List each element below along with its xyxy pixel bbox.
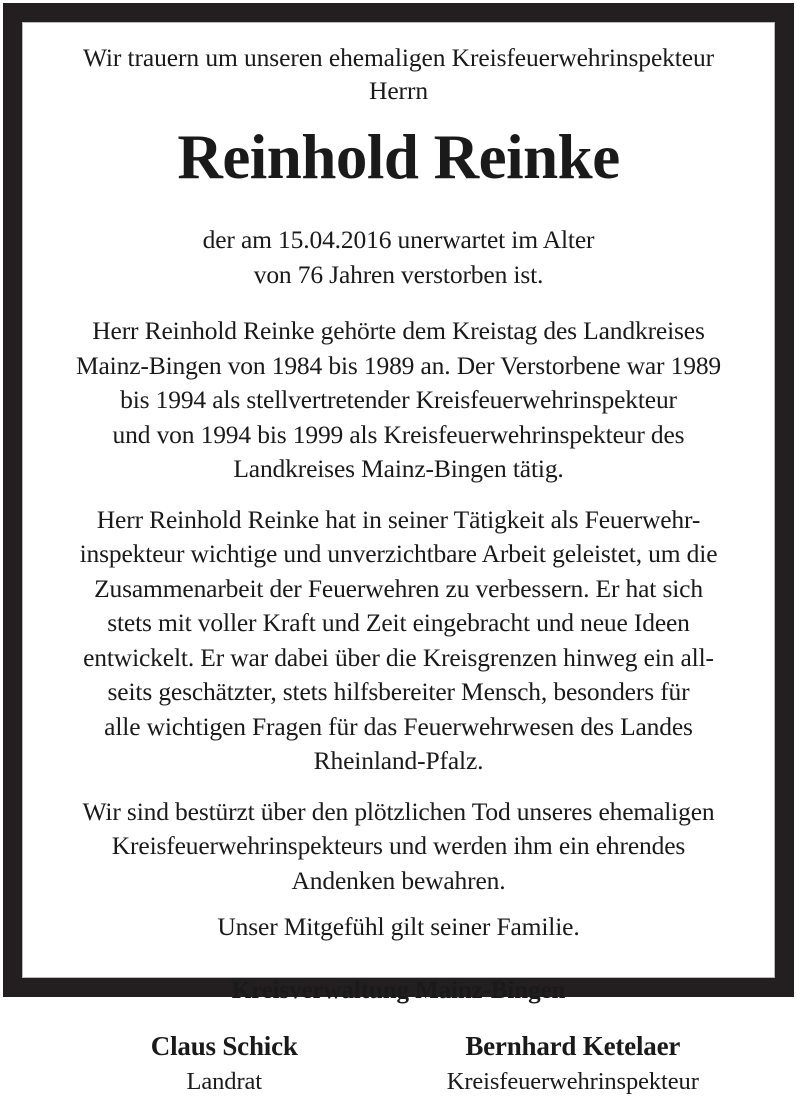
tribute-line-7: alle wichtigen Fragen für das Feuerwehrwesen des Landes (104, 711, 693, 741)
career-line-4: und von 1994 bis 1999 als Kreisfeuerwehrinspekteur des (112, 419, 685, 449)
death-info (50, 223, 747, 292)
paragraph-career (50, 314, 747, 487)
death-info-line2: von 76 Jahren verstorben ist. (253, 259, 544, 289)
death-info-line1: der am 15.04.2016 unerwartet im Alter (202, 225, 595, 254)
signer-kreisfeuerwehrinspekteur (399, 1029, 748, 1098)
signer-landrat (50, 1029, 399, 1098)
notice-border-frame (3, 3, 794, 1095)
sympathy-line-1: Unser Mitgefühl gilt seiner Familie. (217, 912, 580, 941)
paragraph-condolence (50, 795, 747, 899)
tribute-line-5: entwickelt. Er war dabei über die Kreisgrenzen hinweg ein all- (83, 642, 714, 672)
career-line-1: Herr Reinhold Reinke gehörte dem Kreistag des Landkreises (92, 316, 705, 345)
paragraph-sympathy (50, 910, 747, 945)
career-line-3: bis 1994 als stellvertretender Kreisfeuerwehrinspekteur (120, 385, 677, 414)
condolence-line-2: Kreisfeuerwehrinspekteurs und werden ihm ein ehrendes (111, 831, 686, 860)
tribute-line-6: seits geschätzter, stets hilfsbereiter Mensch, besonders für (107, 677, 690, 706)
tribute-line-4: stets mit voller Kraft und Zeit eingebracht und neue Ideen (107, 608, 690, 637)
tribute-line-3: Zusammenarbeit der Feuerwehren zu verbessern. Er hat sich (94, 573, 703, 603)
condolence-line-3: Andenken bewahren. (291, 865, 506, 895)
spacer-after-name (50, 193, 747, 223)
signers-row (50, 1029, 747, 1098)
spacer-before-signature (50, 945, 747, 975)
tribute-line-8: Rheinland-Pfalz. (313, 746, 484, 775)
mourning-lede-line1: Wir trauern um unseren ehemaligen Kreisfeuerwehrinspekteur (82, 43, 715, 72)
signing-organization: Kreisverwaltung Mainz-Bingen (231, 976, 566, 1004)
honorific-herrn: Herrn (369, 76, 428, 105)
paragraph-tribute (50, 503, 747, 779)
spacer-before-sympathy (50, 898, 747, 910)
tribute-line-1: Herr Reinhold Reinke hat in seiner Tätigkeit als Feuerwehr- (96, 504, 701, 534)
spacer-before-condolence (50, 779, 747, 795)
signer-name: Bernhard Ketelaer (465, 1030, 681, 1061)
deceased-name: Reinhold Reinke (177, 122, 620, 192)
notice-content (22, 22, 775, 1095)
spacer-before-tribute (50, 487, 747, 503)
career-line-5: Landkreises Mainz-Bingen tätig. (233, 454, 564, 483)
signer-role: Landrat (186, 1067, 262, 1095)
tribute-line-2: inspekteur wichtige und unverzichtbare Arbeit geleistet, um die (79, 539, 718, 568)
spacer-before-career (50, 292, 747, 314)
condolence-line-1: Wir sind bestürzt über den plötzlichen Tod unseres ehemaligen (82, 796, 715, 826)
mourning-lede (50, 31, 747, 107)
signer-name: Claus Schick (150, 1030, 298, 1061)
career-line-2: Mainz-Bingen von 1984 bis 1989 an. Der Verstorbene war 1989 (75, 350, 722, 380)
signer-role: Kreisfeuerwehrinspekteur (446, 1067, 699, 1095)
